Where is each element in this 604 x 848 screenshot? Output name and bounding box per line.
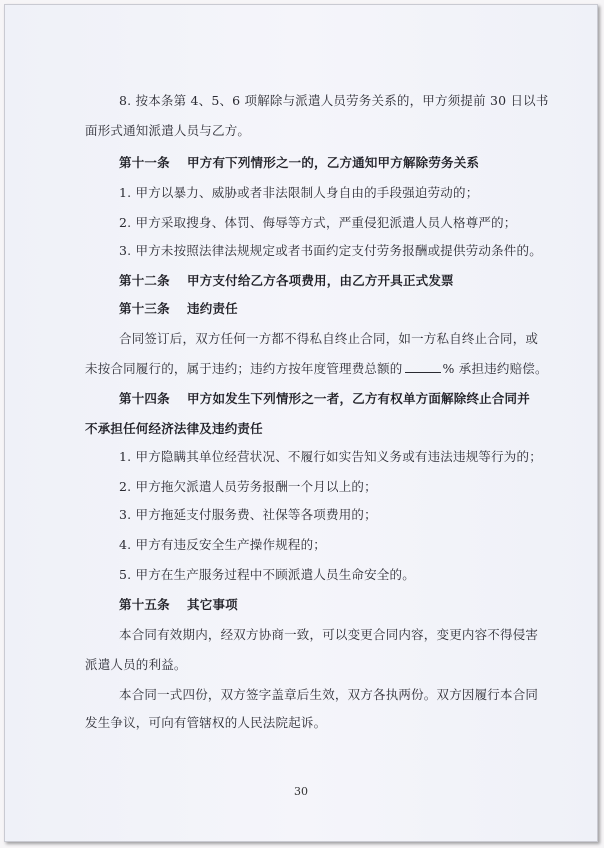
blank-fill-line [405,362,441,373]
article-11-heading: 第十一条 甲方有下列情形之一的，乙方通知甲方解除劳务关系 [119,155,480,170]
article-14-item-2: 2. 甲方拖欠派遣人员劳务报酬一个月以上的； [119,479,377,494]
article-14-heading-line-1: 第十四条 甲方如发生下列情形之一者，乙方有权单方面解除终止合同并 [119,391,530,406]
article-11-item-2: 2. 甲方采取搜身、体罚、侮辱等方式，严重侵犯派遣人员人格尊严的； [119,215,517,230]
article-13-heading: 第十三条 违约责任 [119,301,238,316]
article-13-line-2-text: 未按合同履行的，属于违约；违约方按年度管理费总额的 [85,361,403,376]
article-15-para-2-line-2: 发生争议，可向有管辖权的人民法院起诉。 [85,715,327,730]
clause-8-line-1: 8. 按本条第 4、5、6 项解除与派遣人员劳务关系的，甲方须提前 30 日以书 [119,93,549,108]
article-11-item-3: 3. 甲方未按照法律法规规定或者书面约定支付劳务报酬或提供劳动条件的。 [119,243,542,258]
article-14-heading-line-2: 不承担任何经济法律及违约责任 [85,421,263,436]
document-page [4,4,598,842]
article-14-item-5: 5. 甲方在生产服务过程中不顾派遣人员生命安全的。 [119,567,415,582]
article-15-heading: 第十五条 其它事项 [119,597,238,612]
article-14-item-3: 3. 甲方拖延支付服务费、社保等各项费用的； [119,507,377,522]
article-13-line-2-tail: % 承担违约赔偿。 [442,361,548,376]
clause-8-line-2: 面形式通知派遣人员与乙方。 [85,123,251,138]
article-15-para-1-line-1: 本合同有效期内，经双方协商一致，可以变更合同内容，变更内容不得侵害 [119,627,539,642]
article-12-heading: 第十二条 甲方支付给乙方各项费用，由乙方开具正式发票 [119,273,454,288]
page-number: 30 [294,785,308,798]
article-13-line-1: 合同签订后，双方任何一方都不得私自终止合同，如一方私自终止合同，或 [119,331,539,346]
article-14-item-4: 4. 甲方有违反安全生产操作规程的； [119,537,327,552]
article-14-item-1: 1. 甲方隐瞒其单位经营状况、不履行如实告知义务或有违法违规等行为的； [119,449,542,464]
article-15-para-2-line-1: 本合同一式四份，双方签字盖章后生效，双方各执两份。双方因履行本合同 [119,687,539,702]
article-15-para-1-line-2: 派遣人员的利益。 [85,657,187,672]
article-13-line-2 [85,359,548,377]
article-11-item-1: 1. 甲方以暴力、威胁或者非法限制人身自由的手段强迫劳动的； [119,185,479,200]
